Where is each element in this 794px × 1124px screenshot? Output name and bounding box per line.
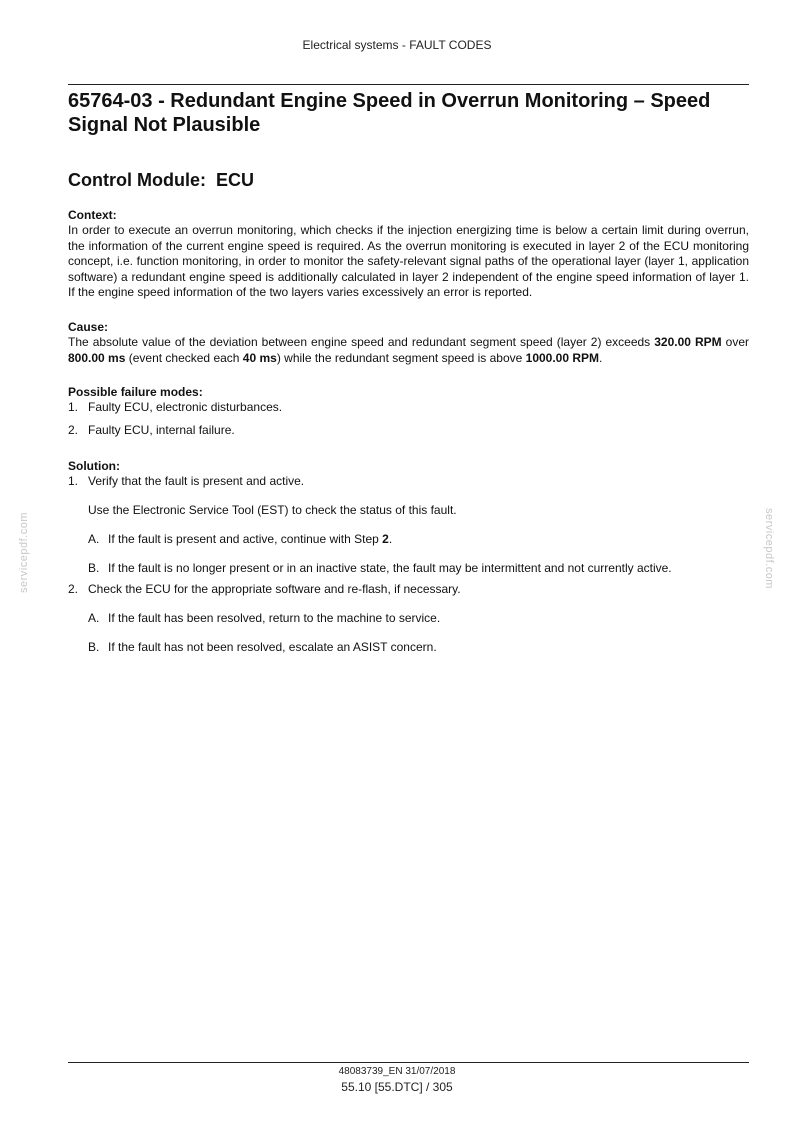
solution-step-2	[68, 582, 749, 655]
cause-duration: 800.00 ms	[68, 350, 126, 365]
option-letter: B.	[88, 561, 100, 576]
option-text: If the fault is no longer present or in an inactive state, the fault may be intermittent and not currently active.	[108, 561, 672, 576]
footer-document-id: 48083739_EN 31/07/2018	[338, 1066, 456, 1077]
list-item-text: Faulty ECU, internal failure.	[88, 423, 235, 438]
cause-label: Cause:	[68, 319, 109, 334]
cause-text-2: over	[721, 334, 749, 349]
step-reference: 2	[382, 532, 389, 547]
option-letter: A.	[88, 611, 100, 626]
list-item	[68, 423, 749, 438]
running-header: Electrical systems - FAULT CODES	[302, 38, 492, 52]
failure-modes-list	[68, 400, 749, 438]
solution-step-1	[68, 474, 749, 576]
step-text: Check the ECU for the appropriate software and re-flash, if necessary.	[88, 582, 461, 597]
step-number: 1.	[68, 474, 79, 489]
footer-page-number: 55.10 [55.DTC] / 305	[341, 1080, 453, 1094]
solution-label: Solution:	[68, 459, 120, 474]
context-text: In order to execute an overrun monitoring, which checks if the injection energizing time is below a certain limit during overrun, the information of the current engine speed is required. As the overrun monitoring is executed in layer 2 of the ECU monitoring concept, i.e. function monitoring, in order to monitor the safety-relevant signal paths of the operational layer (layer 1, application software) a redundant engine speed is additionally calculated in layer 2 independent of the engine speed information of layer 1. If the engine speed information of the two layers varies excessively an error is reported.	[68, 223, 749, 300]
step-1-option-a	[88, 532, 749, 547]
solution-steps	[68, 474, 749, 655]
option-letter: A.	[88, 532, 100, 547]
option-text-end: .	[388, 532, 393, 547]
cause-text	[68, 335, 749, 366]
step-1-option-b	[88, 561, 749, 576]
step-text: Verify that the fault is present and active.	[88, 474, 305, 489]
control-module-heading	[68, 169, 749, 191]
failure-modes-section	[68, 385, 749, 438]
option-letter: B.	[88, 640, 100, 655]
option-text: If the fault has not been resolved, escalate an ASIST concern.	[108, 640, 437, 655]
list-item	[68, 400, 749, 415]
step-2-option-a	[88, 611, 749, 626]
list-number: 1.	[68, 400, 79, 415]
list-item-text: Faulty ECU, electronic disturbances.	[88, 400, 283, 415]
step-number: 2.	[68, 582, 79, 597]
context-label: Context:	[68, 208, 117, 222]
cause-threshold-rpm: 320.00 RPM	[654, 334, 722, 349]
cause-text-5: .	[599, 350, 603, 365]
control-module-value: ECU	[216, 170, 255, 190]
page-content	[68, 89, 749, 655]
cause-check-interval: 40 ms	[242, 350, 277, 365]
option-text: If the fault is present and active, continue with Step	[108, 532, 383, 547]
context-section	[68, 208, 749, 301]
solution-section	[68, 459, 749, 655]
failure-modes-label: Possible failure modes:	[68, 385, 203, 400]
control-module-label: Control Module:	[68, 170, 206, 190]
watermark-right: servicepdf.com	[763, 508, 775, 589]
cause-section	[68, 320, 749, 366]
cause-min-speed: 1000.00 RPM	[525, 350, 600, 365]
footer-divider	[68, 1062, 749, 1063]
cause-text-1: The absolute value of the deviation between engine speed and redundant segment speed (layer 2) exceeds	[68, 334, 655, 349]
option-text: If the fault has been resolved, return to the machine to service.	[108, 611, 441, 626]
step-note: Use the Electronic Service Tool (EST) to check the status of this fault.	[88, 503, 457, 518]
cause-text-4: ) while the redundant segment speed is above	[276, 350, 526, 365]
header-divider	[68, 84, 749, 85]
list-number: 2.	[68, 423, 79, 438]
watermark-left: servicepdf.com	[18, 512, 30, 593]
fault-code-title: 65764-03 - Redundant Engine Speed in Overrun Monitoring – Speed Signal Not Plausible	[68, 90, 711, 136]
step-2-option-b	[88, 640, 749, 655]
cause-text-3: (event checked each	[125, 350, 243, 365]
